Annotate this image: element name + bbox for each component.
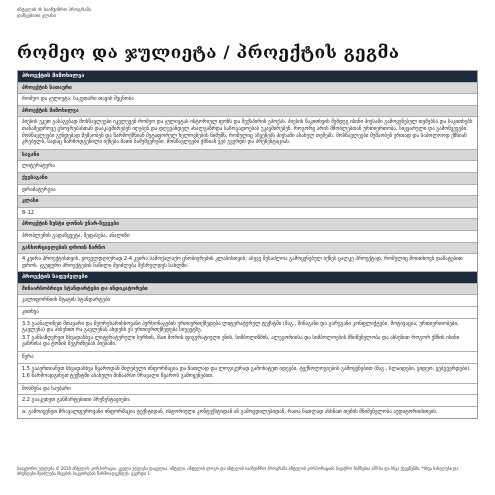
field-value: დრამატურგია [18,185,477,197]
field-value: კალიფორნიის შტატის სტანდარტები [18,295,477,307]
document-header [17,8,91,20]
field-value: კითხვა [18,307,477,319]
field-value: ლიტერატურა [18,161,477,173]
field-label: პროექტის მიმოხილვა [18,106,477,118]
paragraph: 1.5 გააერთიანეთ სხვადასხვა წყაროდან მიღებული ინფორმაცია და ნათლად და ლოგიკურად გამოხატეთ იდეები, ტექნოლოგიების გამოყენებით (მაგ., სლაიდები, ვიდეო, ვებგვერდები). [22,365,471,372]
field-value [18,364,477,384]
paragraph: 3.7 განსაზღვრეთ სხვადასხვა ლიტერატურული ხერხის, მათ შორის ფიგურატიული ენის, სიმბოლიზმის, ალეგორიისა და სიმბოლოების მნიშვნელობა და ახსენით როგორ ქმნის ისინი ჟანრისა და ტონის შეგრძნებას პიესაში. [22,334,460,348]
field-label: ქვესაგანი [18,173,477,185]
field-label: განხორციელების დროის ჩარჩო [18,243,477,255]
field-label: კლასი [18,196,477,208]
section-heading: პროექტის მიმოხილვა [18,71,477,83]
field-value [18,117,477,149]
field-label: შინაარსობრივი სტანდარტები და ინდიკატორები [18,284,477,296]
field-value: a. გამოიყენეთ მრავალფეროვანი ინფორმაცია ტექსტიდან, ისტორიული კონტექსტიდან ან გამოცდილებიდან, რათა ნათლად ახსნათ თემის მნიშვნელობა აუდიტორიისთვის. [18,407,477,418]
field-label: პროექტის სათაური [18,83,477,95]
copyright-footer: საავტორო უფლება © 2010 ინტელის კორპორაცია. ყველა უფლება დაცულია. ინტელი, ინტელის ლოგო და ინტელის საინჟინრო პროგრამა ინტელის კორპორაციის სავაჭრო ნიშნებია აშშ-სა და სხვა ქვეყნებში. *სხვა სახელები და ბრენდები შეიძლება სხვების საკუთრებას წარმოადგენდეს. გვერდი 1 [17,466,459,477]
field-value: რომეო და ჯულიეტა: საკუთარი თავის შეცნობა [18,94,477,106]
field-label: პროექტის ზუსტი დონის უნარ-ჩვევები [18,219,477,231]
field-value: მოსმენა და საუბარი [18,384,477,396]
section-heading: პროექტის საფუძვლები [18,272,477,284]
field-value: წერა [18,352,477,364]
field-value: 8–12 [18,208,477,220]
field-value: პრობლემის გადაწყვეტა, შეფასება, ანალიზი [18,231,477,243]
field-value: 2.2 გააკეთეთ განმარტებითი პრეზენტაციები: [18,395,477,407]
paragraph: 3.3 გაანალიზეთ მთავარი და მეორეხარისხოვანი პერსონაჟების ურთიერთქმედება ლიტერატურულ ტექსტში (მაგ., შინაგანი და გარეგანი კონფლიქტები, მოტივაცია, ურთიერთობები, გავლენა) და ახსენით რა გავლენას ახდენს ეს ურთიერთქმედება სიუჟეტზე. [22,320,459,334]
field-label: საგანი [18,150,477,162]
field-value: 4 კვირა პროექტისთვის, ყოველდღიურად 2-4 კვირა სამოქალაქო ცნობიერების კლასისთვის; ასევე შესაძლოა გამოყენებულ იქნეს ცალკე პროექტად, რომელიც მოითხოვს დამატებით დროს. ჯგუფური პროექტების ნაწილი შეიძლება შესრულდეს სახლში. [18,254,477,272]
paragraph: 1.6 წარმოადგინეთ ტექსტში ასახული შინაარსი მრავალი წყაროს გამოყენებით. [22,373,214,380]
paragraph: პიესის უკეთ გასაგებად მოსწავლეები იკვლევენ რომეო და ჯულიეტას ისტორიულ ფონს და შექსპირის ეპოქას. პიესის წაკითხვის შემდეგ ისინი პიესაში გამოყენებულ თემებსა და საკითხებს თანამედროვე ცხოვრებასთან დააკავშირებენ იღებენ და დღევანდელ ახალგაზრდა საზოგადოებას უკავშირებენ. როგორც არის მშობლებთან ურთიერთობა, სიყვარული და გამოწვევები. მოსწავლეები გუნდებად მუშაობენ და წარმოქმნიან მეტაფორულ ხელოვნების ნიმუშს, რომელიც აჩვენებს პიესაში ასახულ თემებს. მოსწავლეები მუშაობენ ერთად და საბოლოოდ ქმნიან კრებულს, სადაც წარმოდგენილი იქნება მათი ნამუშევრები. მოსწავლეები ქმნიან ვებ გვერდს და პრეზენტაციას. [22,119,473,146]
header-line-2: დაწყებითი კლასი [17,14,56,19]
field-value [18,319,477,352]
page-title: რომეო და ჯულიეტა / პროექტის გეგმა [17,43,400,63]
project-plan-table [17,70,478,419]
header-line-1: ინტელის ® საინჟინრო პროგრამა [17,8,92,13]
